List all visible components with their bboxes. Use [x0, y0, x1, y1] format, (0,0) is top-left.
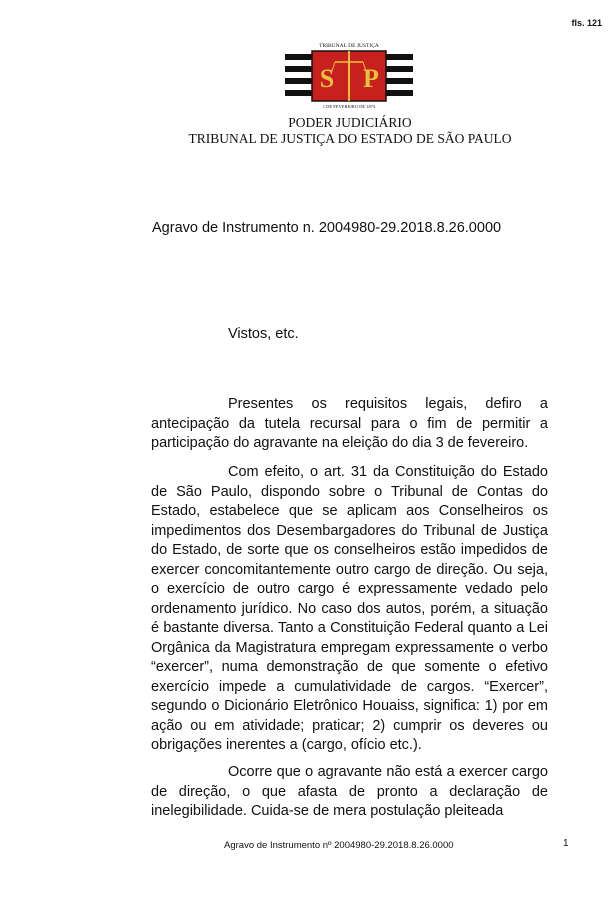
emblem-letter-s: S	[319, 64, 335, 93]
footer-text: Agravo de Instrumento nº 2004980-29.2018.8.26.0000	[224, 840, 454, 851]
paragraph-3: Ocorre que o agravante não está a exercer cargo de direção, o que afasta de pronto a declaração de inelegibilidade. Cuida-se de mera postulação pleiteada	[151, 764, 548, 819]
page-number: 1	[563, 838, 569, 849]
court-emblem	[285, 40, 413, 110]
emblem-bottom-text: 1 DE FEVEREIRO DE 1874	[322, 104, 376, 109]
document-title: Agravo de Instrumento n. 2004980-29.2018.8.26.0000	[152, 220, 502, 236]
page-label: fls. 121	[571, 18, 602, 28]
greeting: Vistos, etc.	[228, 326, 299, 342]
emblem-letter-p: P	[363, 64, 379, 93]
header-line-1: PODER JUDICIÁRIO	[288, 115, 412, 130]
paragraph-1: Presentes os requisitos legais, defiro a antecipação da tutela recursal para o fim de permitir a participação do agravante na eleição do dia 3 de fevereiro.	[151, 396, 548, 451]
header-line-2: TRIBUNAL DE JUSTIÇA DO ESTADO DE SÃO PAULO	[188, 131, 512, 146]
paragraph-2: Com efeito, o art. 31 da Constituição do Estado de São Paulo, dispondo sobre o Tribunal de Contas do Estado, estabelece que se aplicam aos Conselheiros os impedimentos dos Desembargadores do Tribunal de Justiça do Estado, de sorte que os conselheiros estão impedidos de exercer concomitantemente outro cargo de direção. Ou seja, o exercício de outro cargo é expressamente vedado pelo ordenamento jurídico. No caso dos autos, porém, a situação é bastante diversa. Tanto a Constituição Federal quanto a Lei Orgânica da Magistratura empregam expressamente o verbo “exercer”, numa demonstração de que somente o efetivo exercício impede a cumulatividade de cargos. “Exercer”, segundo o Dicionário Eletrônico Houaiss, significa: 1) por em ação ou em atividade; praticar; 2) cumprir os deveres ou obrigações inerentes a (cargo, ofício etc.).	[151, 464, 548, 753]
emblem-top-text: TRIBUNAL DE JUSTIÇA	[319, 43, 379, 49]
